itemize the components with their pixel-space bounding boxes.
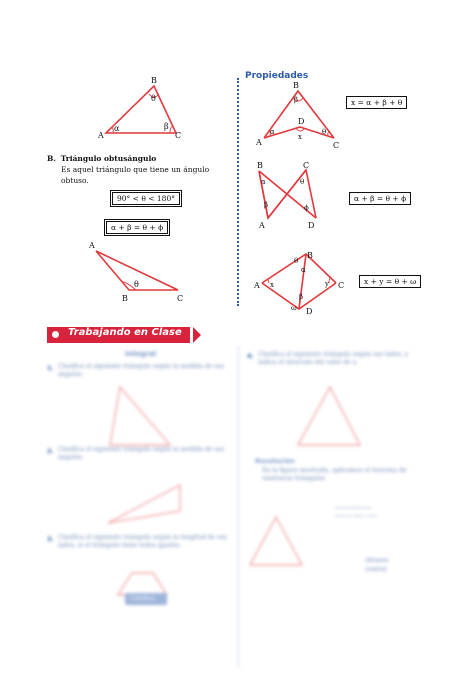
answer-label-2: central (365, 566, 387, 573)
vertex-b-label: B (151, 76, 157, 85)
p1-formula-box: x = α + β + θ (346, 96, 407, 109)
q4-text: Clasifica el siguiente triángulo según sus lados, y indica el intervalo del valor de x. (258, 351, 409, 366)
p3-formula-box: x + y = θ + ω (359, 275, 421, 288)
p1-theta: θ (322, 128, 327, 136)
p2-vertex-d: D (308, 221, 315, 230)
p3-theta: θ (294, 257, 299, 265)
banner-arrow (193, 327, 201, 343)
p3-vertex-c: C (338, 281, 345, 290)
q2-text: Clasifica el siguiente triángulo según la medida de sus ángulos. (58, 446, 225, 461)
p1-beta: β (294, 96, 299, 104)
p2-alpha: α (261, 178, 266, 186)
q1-text: Clasifica el siguiente triángulo según la medida de sus ángulos. (58, 363, 225, 378)
banner-title: Trabajando en Clase (68, 327, 182, 338)
p3-beta: β (299, 293, 304, 301)
p3-vertex-a: A (254, 281, 260, 290)
p2-vertex-b: B (257, 161, 263, 170)
p1-vertex-d: D (298, 117, 305, 126)
beta-label: β (164, 122, 169, 131)
p1-vertex-b: B (293, 81, 299, 90)
obtuse-theta-label: θ (134, 280, 139, 289)
resolucion-heading: Resolución (255, 457, 295, 465)
p1-alpha: α (270, 128, 275, 136)
integral-heading: Integral (125, 350, 157, 358)
section-b-title: Triángulo obtusángulo (60, 154, 157, 163)
obtuse-vertex-a-label: A (89, 241, 95, 250)
p3-vertex-b: B (307, 251, 313, 260)
q4-number: 4. (247, 352, 254, 360)
q1-number: 1. (47, 364, 54, 372)
p2-theta: θ (300, 178, 305, 186)
obtuse-formula-box: α + β = θ + ϕ (106, 221, 168, 234)
resolucion-text: En la figura mostrada, aplicamos el teorema de existencia triangular. (262, 467, 407, 482)
theta-label: θ (151, 94, 156, 103)
obtuse-vertex-b-label: B (122, 294, 128, 303)
propiedades-title: Propiedades (245, 71, 309, 81)
q3-text: Clasifica el siguiente triángulo según la longitud de sus lados, si el triángulo tiene todos iguales. (58, 534, 228, 549)
p3-alpha: α (301, 266, 306, 274)
section-b-letter: B. (47, 154, 56, 163)
p1-x: x (298, 133, 302, 141)
q3-number: 3. (47, 535, 54, 543)
obtuse-vertex-c-label: C (177, 294, 184, 303)
p2-vertex-a: A (259, 221, 265, 230)
alpha-label: α (114, 124, 120, 133)
vertex-c-label: C (175, 131, 182, 140)
blurred-exercises (0, 345, 474, 670)
p1-vertex-c: C (333, 141, 340, 150)
p3-x: x (270, 281, 274, 289)
p2-formula-box: α + β = θ + ϕ (349, 192, 411, 205)
q2-number: 2. (47, 447, 54, 455)
p3-y: y (325, 280, 329, 288)
p2-phi: ϕ (304, 204, 309, 212)
p2-vertex-c: C (303, 161, 310, 170)
angle-inequality-box: 90° < θ < 180° (112, 192, 180, 205)
p2-beta: β (264, 201, 269, 209)
banner-bullet-icon (52, 331, 59, 338)
p3-omega: ω (291, 304, 297, 312)
p1-vertex-a: A (256, 138, 262, 147)
section-b-description: Es aquel triángulo que tiene un ángulo obtuso. (61, 165, 210, 185)
catolica-label: Católica (130, 595, 155, 602)
inequality-work: ────────── ─── ─ ─── ─── (335, 505, 377, 520)
p3-vertex-d: D (306, 307, 313, 316)
vertex-a-label: A (98, 131, 104, 140)
answer-label: obtusos (365, 557, 389, 564)
